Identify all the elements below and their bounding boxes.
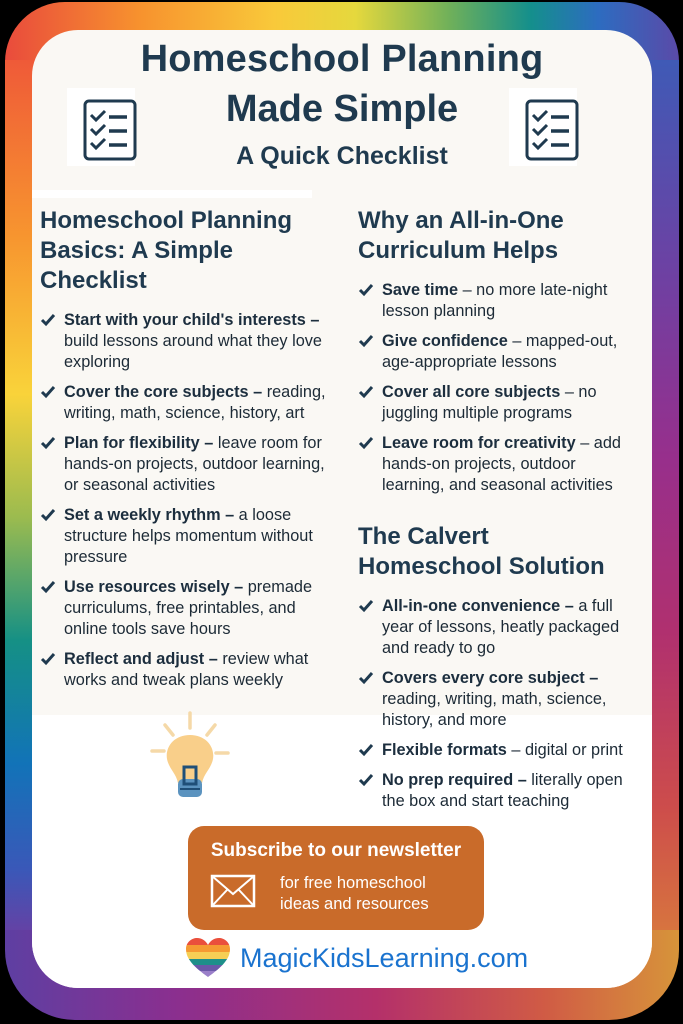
newsletter-subscribe-button[interactable]	[188, 826, 484, 930]
item-title: Use resources wisely –	[64, 578, 244, 596]
item-title: Plan for flexibility –	[64, 434, 214, 452]
heading-line: Homeschool Planning	[40, 207, 293, 234]
list-item	[40, 505, 340, 568]
item-text: a loose structure helps momentum without pressure	[64, 506, 313, 566]
heading-line: Why an All-in-One	[358, 207, 564, 234]
list-item	[40, 382, 340, 424]
item-text: – digital or print	[511, 741, 623, 759]
item-title: Cover all core subjects	[382, 383, 561, 401]
checkmark-icon	[40, 384, 56, 400]
item-title: Flexible formats	[382, 741, 507, 759]
why-all-in-one-list	[358, 280, 638, 505]
checkmark-icon	[358, 384, 374, 400]
list-item	[40, 310, 340, 373]
white-band	[32, 190, 312, 198]
item-text: – mapped-out, age-appropriate lessons	[382, 332, 618, 371]
section-heading-planning-basics	[40, 206, 292, 296]
heading-line: Checklist	[40, 267, 147, 294]
item-title: Cover the core subjects –	[64, 383, 263, 401]
list-item	[40, 433, 340, 496]
brand-name: MagicKidsLearning.com	[240, 942, 529, 973]
item-title: Save time	[382, 281, 459, 299]
checklist-card	[32, 30, 652, 988]
newsletter-line: ideas and resources	[280, 895, 429, 913]
list-item	[40, 577, 340, 640]
list-item	[358, 668, 638, 731]
list-item	[358, 770, 638, 812]
list-item	[358, 331, 638, 373]
item-text: review what works and tweak plans weekly	[64, 650, 309, 689]
checkmark-icon	[40, 312, 56, 328]
list-item	[40, 649, 340, 691]
newsletter-description	[280, 873, 429, 915]
list-item	[358, 382, 638, 424]
checkmark-icon	[40, 651, 56, 667]
item-title: Set a weekly rhythm –	[64, 506, 235, 524]
heading-line: Homeschool Solution	[358, 553, 605, 580]
item-text: leave room for hands-on projects, outdoor learning, or seasonal activities	[64, 434, 325, 494]
checkmark-icon	[358, 435, 374, 451]
checklist-icon	[524, 98, 580, 162]
item-text: – add hands-on projects, outdoor learning, and seasonal activities	[382, 434, 621, 494]
item-title: Reflect and adjust –	[64, 650, 218, 668]
heading-line: Basics: A Simple	[40, 237, 233, 264]
brand-link[interactable]	[184, 936, 528, 980]
item-text: build lessons around what they love exploring	[64, 332, 322, 371]
item-title: No prep required –	[382, 771, 527, 789]
item-text: – no juggling multiple programs	[382, 383, 597, 422]
item-text: reading, writing, math, science, history, and more	[382, 690, 607, 729]
lightbulb-icon	[140, 703, 240, 803]
checkmark-icon	[358, 282, 374, 298]
checkmark-icon	[358, 670, 374, 686]
item-text: reading, writing, math, science, history, art	[64, 383, 326, 422]
item-title: Covers every core subject –	[382, 669, 599, 687]
item-title: All-in-one convenience –	[382, 597, 574, 615]
list-item	[358, 433, 638, 496]
item-title: Give confidence	[382, 332, 508, 350]
page-subtitle: A Quick Checklist	[236, 142, 448, 170]
checkmark-icon	[40, 435, 56, 451]
item-text: literally open the box and start teaching	[382, 771, 623, 810]
planning-basics-list	[40, 310, 340, 700]
item-text: – no more late-night lesson planning	[382, 281, 608, 320]
section-heading-calvert-solution	[358, 522, 605, 582]
checklist-icon	[82, 98, 138, 162]
item-text: premade curriculums, free printables, and online tools save hours	[64, 578, 313, 638]
checkmark-icon	[358, 772, 374, 788]
list-item	[358, 596, 638, 659]
calvert-solution-list	[358, 596, 638, 821]
checkmark-icon	[358, 598, 374, 614]
newsletter-line: for free homeschool	[280, 874, 426, 892]
item-title: Start with your child's interests –	[64, 311, 320, 329]
item-text: a full year of lessons, heatly packaged and ready to go	[382, 597, 620, 657]
checkmark-icon	[40, 507, 56, 523]
list-item	[358, 280, 638, 322]
list-item	[358, 740, 638, 761]
heading-line: Curriculum Helps	[358, 237, 559, 264]
checkmark-icon	[358, 742, 374, 758]
rainbow-heart-icon	[184, 937, 232, 979]
page-title: Homeschool Planning	[140, 38, 544, 80]
newsletter-title: Subscribe to our newsletter	[210, 840, 462, 861]
page-title-line2: Made Simple	[225, 88, 459, 130]
checkmark-icon	[358, 333, 374, 349]
envelope-icon	[210, 874, 256, 908]
heading-line: The Calvert	[358, 523, 489, 550]
section-heading-why-all-in-one	[358, 206, 564, 266]
item-title: Leave room for creativity	[382, 434, 576, 452]
checkmark-icon	[40, 579, 56, 595]
